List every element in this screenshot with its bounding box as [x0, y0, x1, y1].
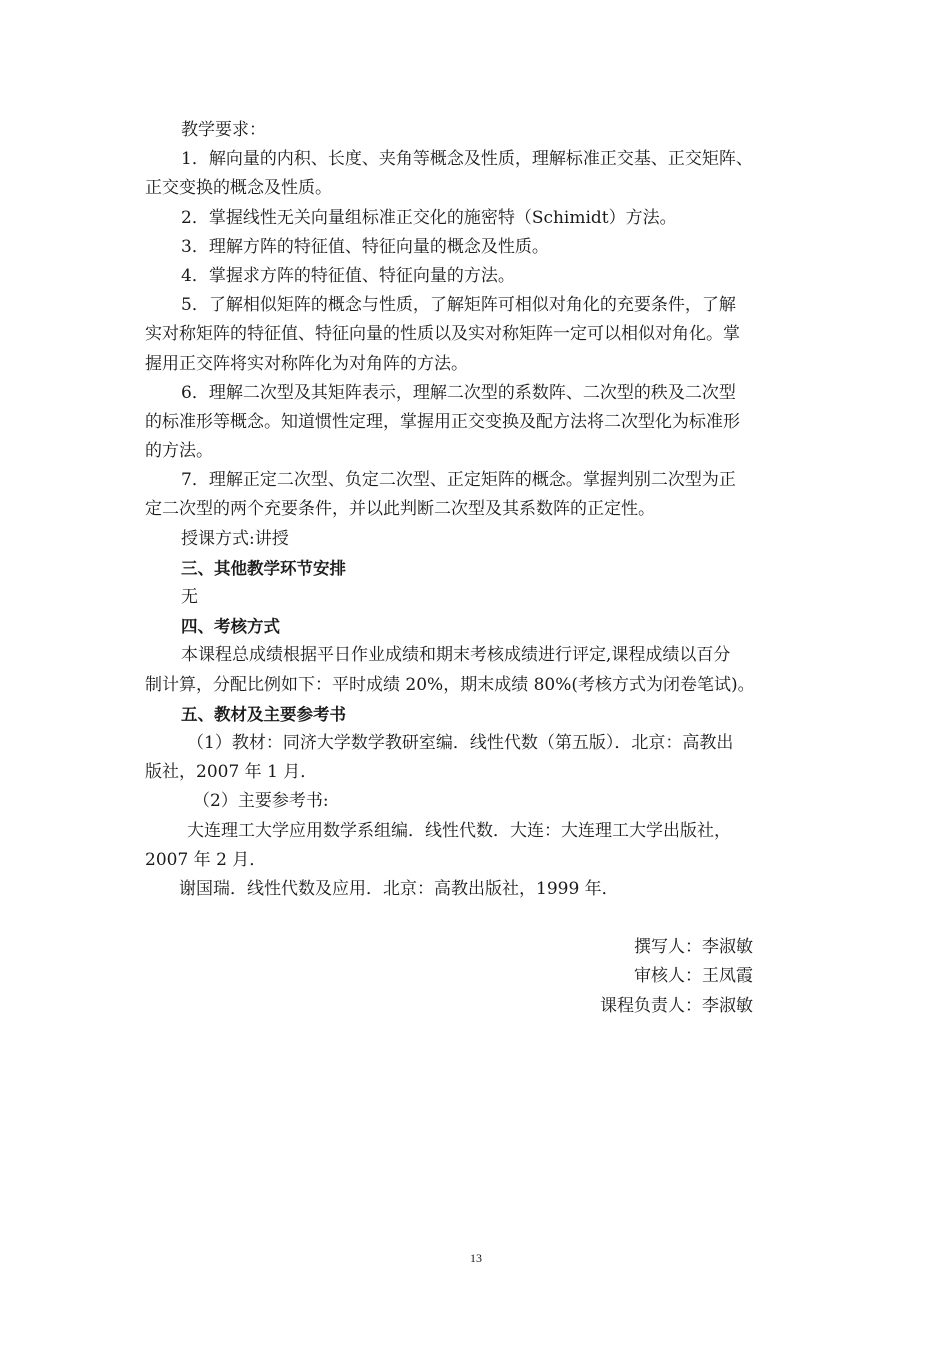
- requirement-5-line-2: 实对称矩阵的特征值、特征向量的性质以及实对称矩阵一定可以相似对角化。掌: [145, 324, 740, 345]
- requirement-7-line-2: 定二次型的两个充要条件，并以此判断二次型及其系数阵的正定性。: [145, 499, 655, 520]
- requirement-2: 2．掌握线性无关向量组标准正交化的施密特（Schimidt）方法。: [181, 207, 677, 228]
- signature-writer: 撰写人：李淑敏: [634, 937, 753, 958]
- section-3-heading: 三、其他教学环节安排: [181, 558, 346, 578]
- signature-course-lead: 课程负责人：李淑敏: [600, 995, 753, 1016]
- requirement-4: 4．掌握求方阵的特征值、特征向量的方法。: [181, 265, 515, 286]
- page-content: [145, 116, 813, 1021]
- section-4-heading: 四、考核方式: [181, 617, 280, 637]
- section-4-line-2: 制计算，分配比例如下：平时成绩 20%，期末成绩 80%(考核方式为闭卷笔试)。: [145, 674, 755, 695]
- requirement-5-line-3: 握用正交阵将实对称阵化为对角阵的方法。: [145, 353, 468, 374]
- requirement-3: 3．理解方阵的特征值、特征向量的概念及性质。: [181, 236, 549, 257]
- requirement-6-line-2: 的标准形等概念。知道惯性定理，掌握用正交变换及配方法将二次型化为标准形: [145, 411, 740, 432]
- section-5-heading: 五、教材及主要参考书: [181, 704, 346, 724]
- reference-2: 谢国瑞．线性代数及应用．北京：高教出版社，1999 年．: [179, 878, 619, 899]
- section-3-text: 无: [181, 587, 198, 607]
- requirement-1-line-2: 正交变换的概念及性质。: [145, 178, 332, 199]
- teaching-requirements-heading: 教学要求：: [181, 120, 266, 140]
- signature-spacer: [145, 904, 813, 933]
- requirement-6-line-1: 6．理解二次型及其矩阵表示，理解二次型的系数阵、二次型的秩及二次型: [181, 382, 736, 403]
- requirement-7-line-1: 7．理解正定二次型、负定二次型、正定矩阵的概念。掌握判别二次型为正: [181, 470, 736, 491]
- page-number: 13: [470, 1251, 482, 1265]
- requirement-5-line-1: 5．了解相似矩阵的概念与性质，了解矩阵可相似对角化的充要条件，了解: [181, 295, 736, 316]
- reference-1-line-2: 2007 年 2 月．: [145, 849, 267, 870]
- signature-reviewer: 审核人：王凤霞: [634, 966, 753, 987]
- reference-1-line-1: 大连理工大学应用数学系组编．线性代数．大连：大连理工大学出版社，: [187, 820, 731, 841]
- textbook-line-1: （1）教材：同济大学数学教研室编．线性代数（第五版）．北京：高教出: [187, 732, 734, 753]
- textbook-line-2: 版社，2007 年 1 月．: [145, 762, 318, 783]
- section-4-line-1: 本课程总成绩根据平日作业成绩和期末考核成绩进行评定,课程成绩以百分: [181, 645, 731, 666]
- requirement-1-line-1: 1．解向量的内积、长度、夹角等概念及性质，理解标准正交基、正交矩阵、: [181, 149, 753, 170]
- requirement-6-line-3: 的方法。: [145, 441, 213, 462]
- teaching-method: 授课方式:讲授: [181, 528, 289, 549]
- references-label: （2）主要参考书:: [193, 791, 329, 812]
